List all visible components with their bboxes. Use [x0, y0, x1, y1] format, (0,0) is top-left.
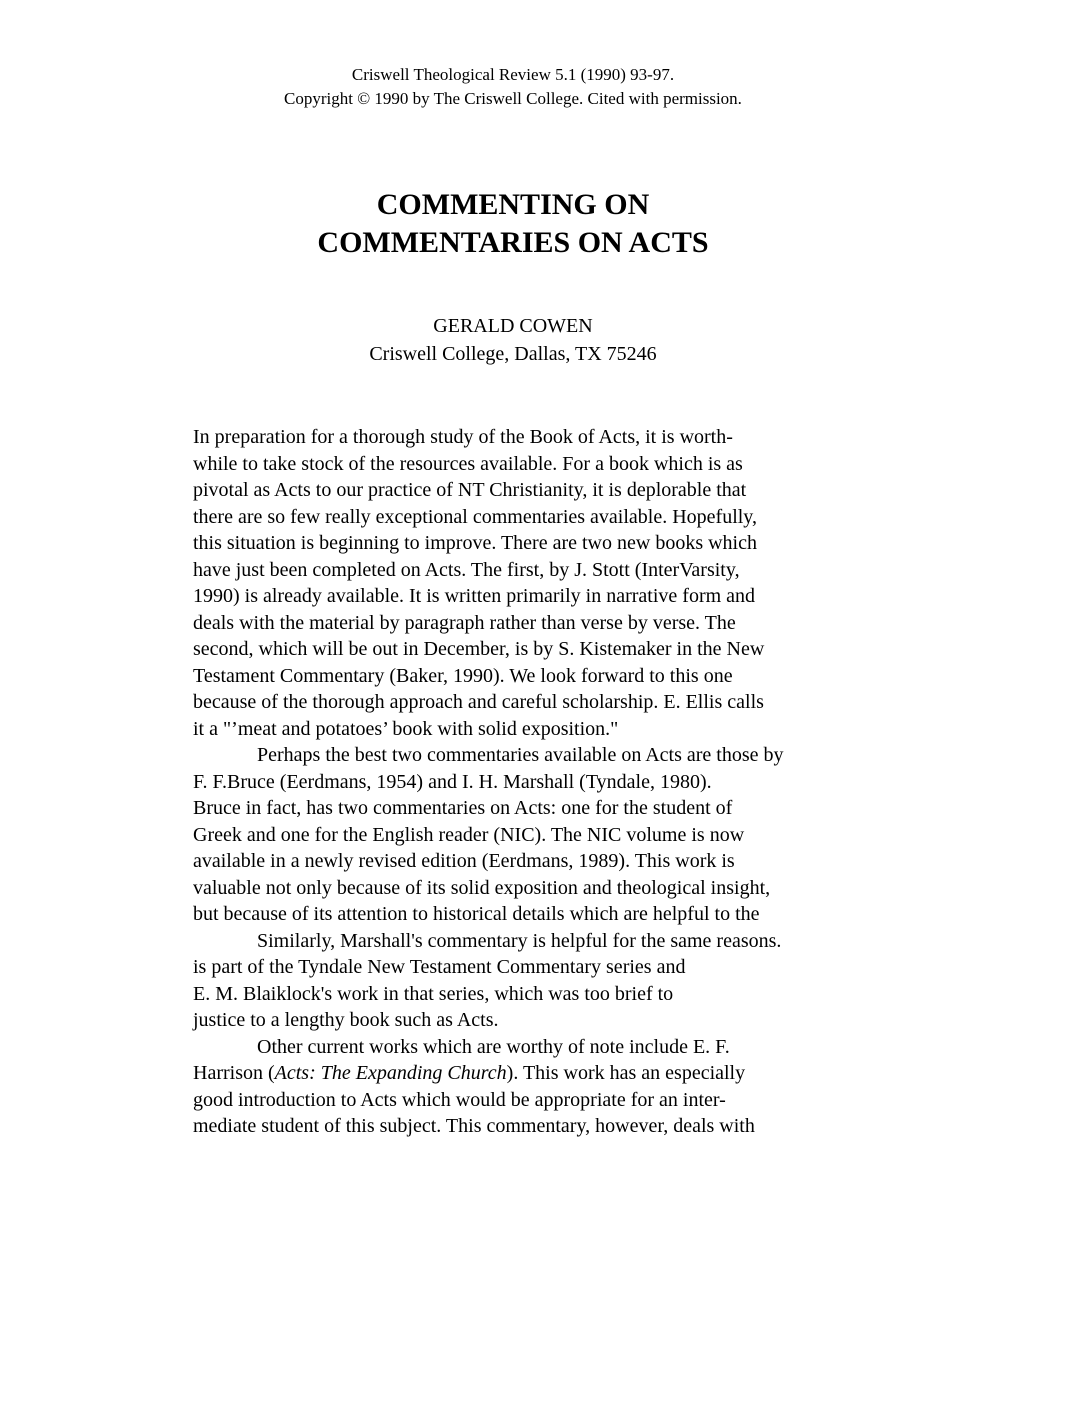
text-line — [193, 1060, 873, 1087]
book-title-italic: Acts: The Expanding Church — [274, 1062, 507, 1084]
text-line: In preparation for a thorough study of the Book of Acts, it is worth- — [193, 426, 733, 448]
text-line: this situation is beginning to improve. There are two new books which — [193, 532, 757, 554]
title-line-2: COMMENTARIES ON ACTS — [317, 226, 709, 259]
paragraph-1 — [193, 424, 873, 742]
text-line: there are so few really exceptional commentaries available. Hopefully, — [193, 505, 758, 528]
text-line: is part of the Tyndale New Testament Commentary series and — [193, 956, 686, 978]
text-line: because of the thorough approach and careful scholarship. E. Ellis calls — [193, 691, 764, 713]
text-line: second, which will be out in December, is by S. Kistemaker in the New — [193, 638, 765, 660]
article-title — [0, 186, 1026, 262]
text-line: pivotal as Acts to our practice of NT Christianity, it is deplorable that — [193, 479, 747, 501]
paragraph-3 — [193, 928, 873, 1034]
paragraph-2 — [193, 742, 873, 928]
article-body — [193, 424, 873, 1140]
text-line: but because of its attention to historical details which are helpful to the — [193, 903, 760, 925]
author-affiliation: Criswell College, Dallas, TX 75246 — [369, 343, 657, 365]
journal-citation: Criswell Theological Review 5.1 (1990) 93-97. — [351, 65, 675, 84]
text-line: 1990) is already available. It is written primarily in narrative form and — [193, 585, 756, 607]
paragraph-4 — [193, 1034, 873, 1140]
author-name: GERALD COWEN — [433, 315, 593, 337]
text-line: have just been completed on Acts. The first, by J. Stott (InterVarsity, — [193, 558, 740, 581]
text-line: Greek and one for the English reader (NIC). The NIC volume is now — [193, 823, 745, 846]
text-line: it a "’meat and potatoes’ book with solid exposition." — [193, 717, 619, 740]
text-line: Bruce in fact, has two commentaries on Acts: one for the student of — [193, 797, 733, 819]
copyright-notice: Copyright © 1990 by The Criswell College. Cited with permission. — [284, 89, 742, 108]
text-line: F. F.Bruce (Eerdmans, 1954) and I. H. Marshall (Tyndale, 1980). — [193, 770, 712, 793]
text-line: valuable not only because of its solid exposition and theological insight, — [193, 876, 771, 899]
text-line: available in a newly revised edition (Eerdmans, 1989). This work is — [193, 850, 735, 872]
text-line: Testament Commentary (Baker, 1990). We look forward to this one — [193, 664, 733, 687]
text-line: deals with the material by paragraph rather than verse by verse. The — [193, 611, 736, 634]
text-fragment: ). This work has an especially — [506, 1062, 746, 1084]
text-line: justice to a lengthy book such as Acts. — [193, 1009, 499, 1031]
text-line: E. M. Blaiklock's work in that series, which was too brief to — [193, 982, 674, 1005]
text-line: Perhaps the best two commentaries available on Acts are those by — [257, 744, 784, 766]
text-fragment: Harrison ( — [193, 1062, 275, 1084]
author-block — [0, 312, 1026, 368]
text-line: Other current works which are worthy of note include E. F. — [257, 1035, 730, 1058]
text-line: good introduction to Acts which would be appropriate for an inter- — [193, 1088, 726, 1111]
title-line-1: COMMENTING ON — [376, 188, 650, 221]
text-line: while to take stock of the resources available. For a book which is as — [193, 452, 743, 475]
citation-header — [0, 63, 1026, 111]
text-line: mediate student of this subject. This commentary, however, deals with — [193, 1115, 755, 1137]
text-line: Similarly, Marshall's commentary is helpful for the same reasons. — [257, 929, 782, 952]
